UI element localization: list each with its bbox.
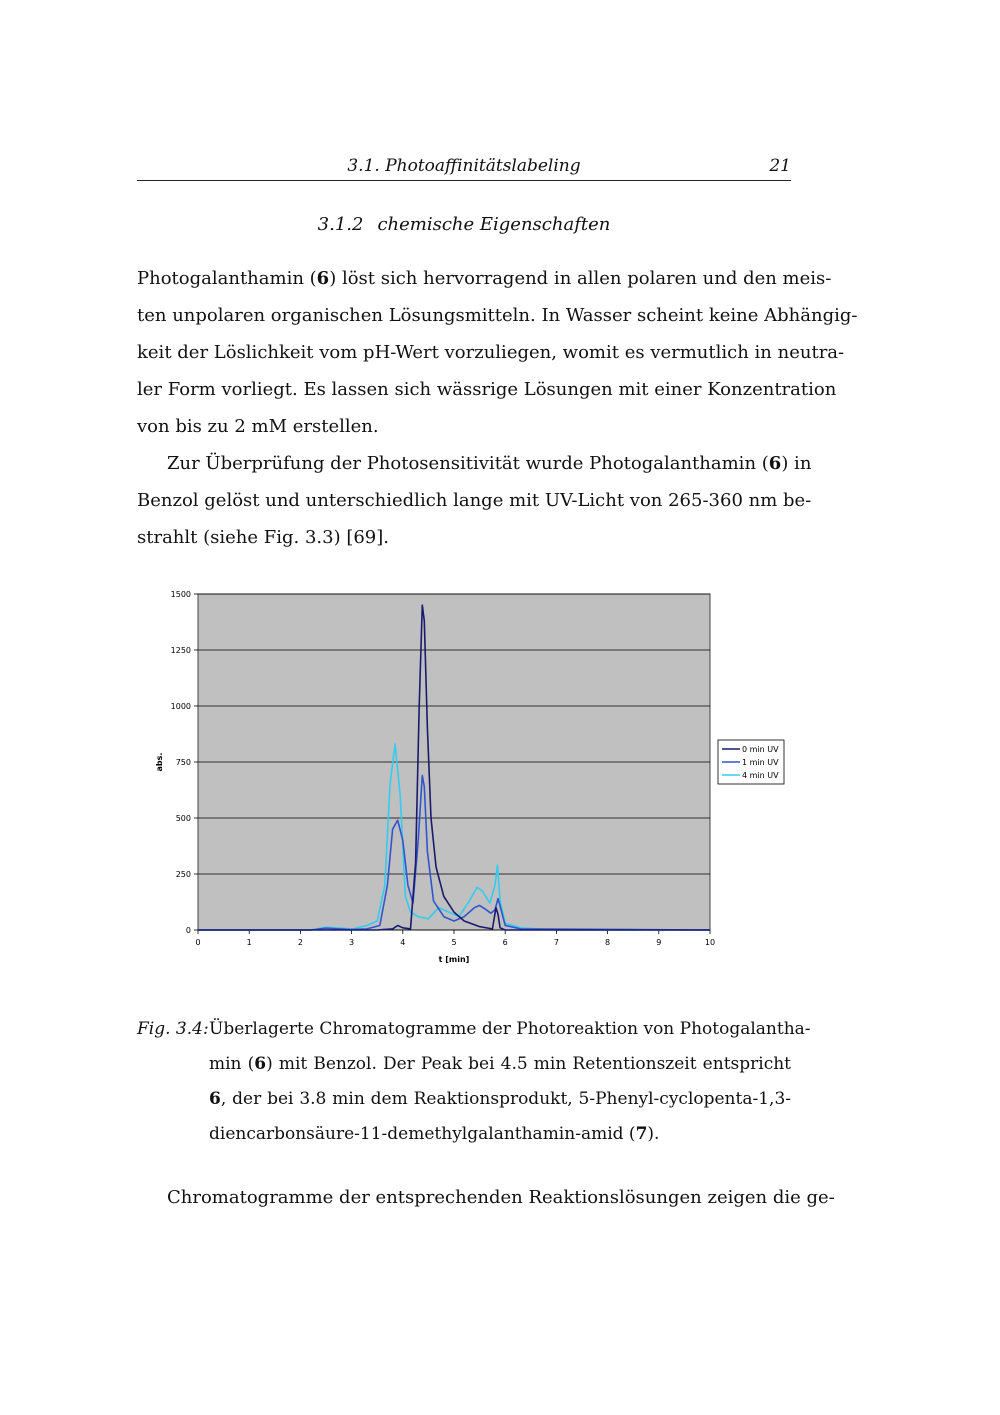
x-tick-label: 3 [349,938,355,947]
section-heading [137,214,791,235]
x-tick-label: 7 [553,938,559,947]
x-tick-label: 8 [605,938,611,947]
text-line: von bis zu 2 mM erstellen. [137,416,379,437]
text-line: strahlt (siehe Fig. 3.3) [69]. [137,527,389,548]
x-tick-label: 0 [195,938,201,947]
y-tick-label: 750 [175,758,191,767]
y-axis-label: abs. [155,752,164,772]
y-tick-label: 250 [175,870,191,879]
text-line: keit der Löslichkeit vom pH-Wert vorzuliegen, womit es vermutlich in neutra- [137,342,845,363]
paragraph-solubility [137,260,858,445]
section-title: chemische Eigenschaften [377,214,611,235]
section-number: 3.1.2 [317,214,364,235]
x-tick-label: 6 [502,938,508,947]
header-title: 3.1. Photoaffinitätslabeling [347,156,581,176]
y-tick-label: 1250 [170,646,191,655]
text-line: Photogalanthamin (6) löst sich hervorragend in allen polaren und den meis- [137,268,832,289]
legend-label: 0 min UV [742,745,779,754]
text-line: Zur Überprüfung der Photosensitivität wurde Photogalanthamin (6) in [167,453,812,474]
x-tick-label: 2 [297,938,303,947]
caption-line: Überlagerte Chromatogramme der Photoreaktion von Photogalantha- [209,1019,811,1039]
running-header [137,156,791,181]
figure-label: Fig. 3.4: [137,1019,209,1039]
paragraph-chromatograms [137,1179,835,1216]
y-tick-label: 0 [185,926,191,935]
legend-label: 4 min UV [742,771,779,780]
x-tick-label: 10 [704,938,716,947]
caption-line: min (6) mit Benzol. Der Peak bei 4.5 min Retentionszeit entspricht [209,1054,791,1074]
figure-caption [137,1012,811,1152]
paragraph-photosensitivity [137,445,812,556]
x-tick-label: 4 [400,938,406,947]
text-line: ten unpolaren organischen Lösungsmitteln. In Wasser scheint keine Abhängig- [137,305,858,326]
page-number: 21 [769,156,791,176]
y-tick-label: 1000 [170,702,191,711]
text-line: ler Form vorliegt. Es lassen sich wässrige Lösungen mit einer Konzentration [137,379,837,400]
text-line: Chromatogramme der entsprechenden Reaktionslösungen zeigen die ge- [167,1187,835,1208]
x-tick-label: 9 [656,938,662,947]
legend-label: 1 min UV [742,758,779,767]
caption-line: 6, der bei 3.8 min dem Reaktionsprodukt, 5-Phenyl-cyclopenta-1,3- [209,1089,791,1109]
caption-line: diencarbonsäure-11-demethylgalanthamin-amid (7). [209,1124,660,1144]
chromatogram-chart [150,580,790,970]
y-tick-label: 500 [175,814,191,823]
x-axis-label: t [min] [438,955,470,964]
y-tick-label: 1500 [170,590,191,599]
x-tick-label: 5 [451,938,457,947]
x-tick-label: 1 [246,938,252,947]
text-line: Benzol gelöst und unterschiedlich lange mit UV-Licht von 265-360 nm be- [137,490,812,511]
